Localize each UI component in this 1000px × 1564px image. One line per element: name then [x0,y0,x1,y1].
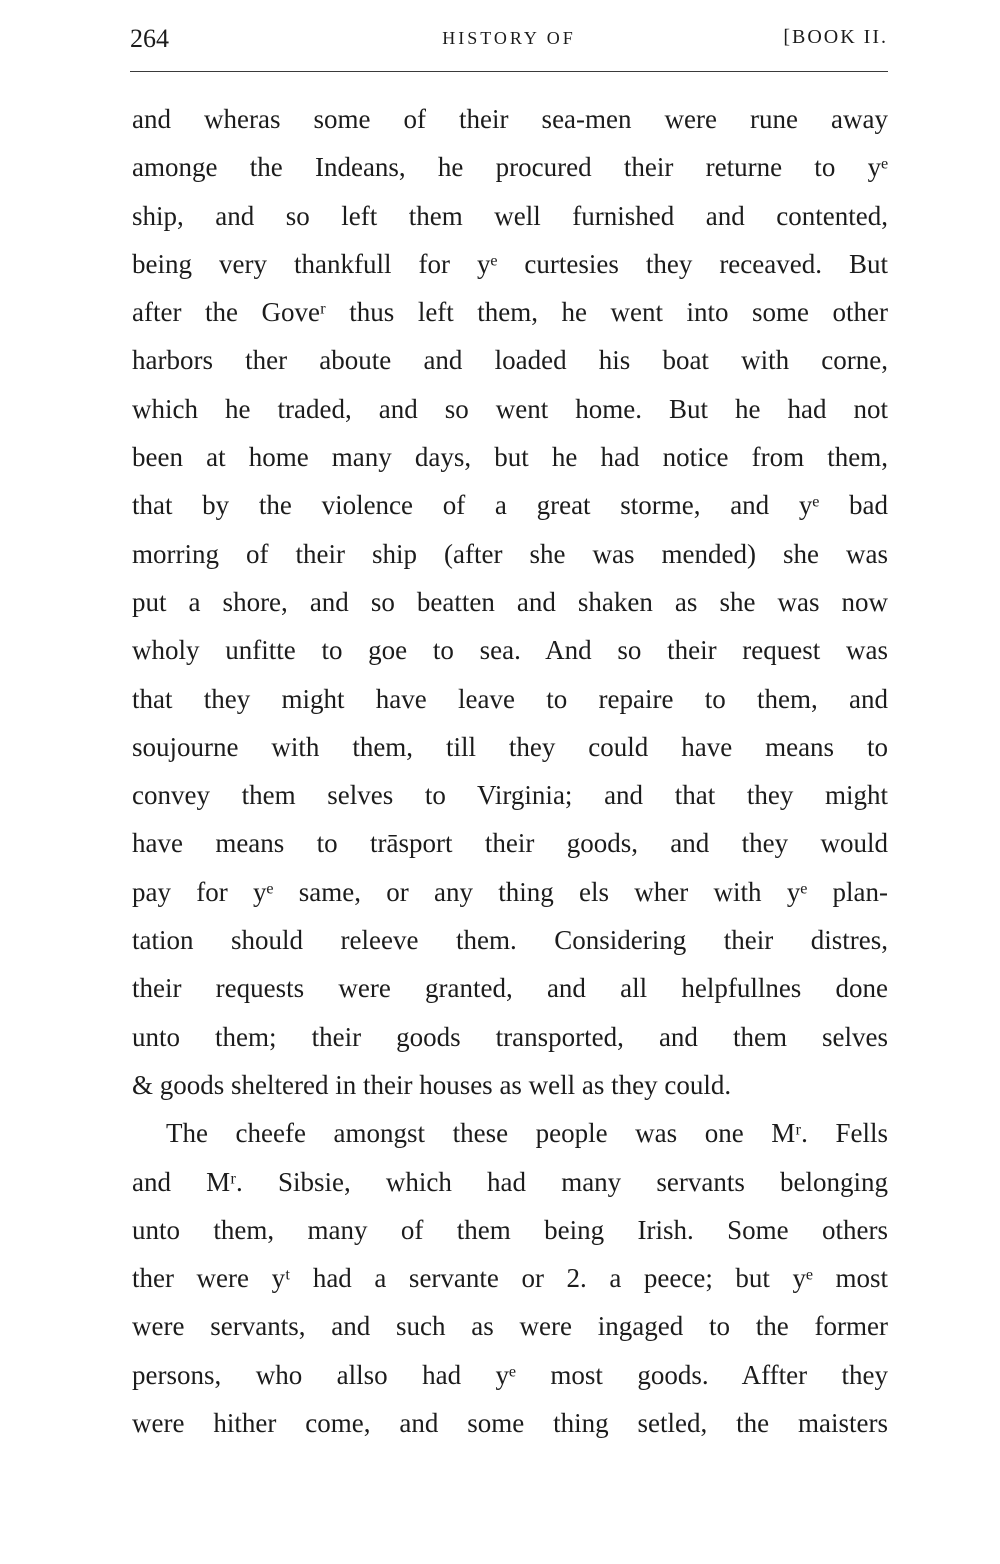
text-line: were servants, and such as were ingaged to the former [132,1311,888,1342]
page-number: 264 [130,24,169,53]
text-line: soujourne with them, till they could have means to [132,731,888,762]
text-line: tation should releeve them. Considering their distres, [132,925,888,956]
text-line: which he traded, and so went home. But he had not [132,393,888,424]
book-label: [BOOK II. [783,26,888,48]
text-line: have means to trāsport their goods, and they would [132,828,888,859]
text-line: being very thankfull for yᵉ curtesies they receaved. But [132,248,888,279]
text-line: convey them selves to Virginia; and that they might [132,780,888,811]
text-line: unto them, many of them being Irish. Some others [132,1214,888,1245]
text-line: ship, and so left them well furnished and contented, [132,200,888,231]
header-rule [130,71,888,72]
paragraph-1 [132,95,888,1109]
text-line: morring of their ship (after she was mended) she was [132,538,888,569]
text-line: persons, who allso had yᵉ most goods. Affter they [132,1359,888,1390]
text-line: & goods sheltered in their houses as well as they could. [132,1069,732,1100]
text-line: been at home many days, but he had notice from them, [132,442,888,473]
paragraph-2 [132,1109,888,1447]
text-line: wholy unfitte to goe to sea. And so their request was [132,635,888,666]
running-head: HISTORY OF [442,28,576,48]
text-line: The cheefe amongst these people was one Mʳ. Fells [166,1118,888,1149]
text-line: that they might have leave to repaire to them, and [132,683,888,714]
text-line: pay for yᵉ same, or any thing els wher with yᵉ plan- [132,876,888,907]
text-line: their requests were granted, and all helpfullnes done [132,973,888,1004]
text-line: amonge the Indeans, he procured their returne to yᵉ [132,152,888,183]
text-line: that by the violence of a great storme, and yᵉ bad [132,490,888,521]
text-line: were hither come, and some thing setled, the maisters [132,1408,888,1439]
text-line: put a shore, and so beatten and shaken as she was now [132,586,888,617]
text-line: and Mʳ. Sibsie, which had many servants belonging [132,1166,888,1197]
text-line: unto them; their goods transported, and them selves [132,1021,888,1052]
page-header [130,20,888,60]
body-text [132,95,888,1447]
text-line: and wheras some of their sea-men were rune away [132,104,888,134]
text-line: ther were yᵗ had a servante or 2. a peece; but yᵉ most [132,1263,888,1294]
text-line: harbors ther aboute and loaded his boat with corne, [132,345,888,376]
text-line: after the Goveʳ thus left them, he went into some other [132,297,888,328]
